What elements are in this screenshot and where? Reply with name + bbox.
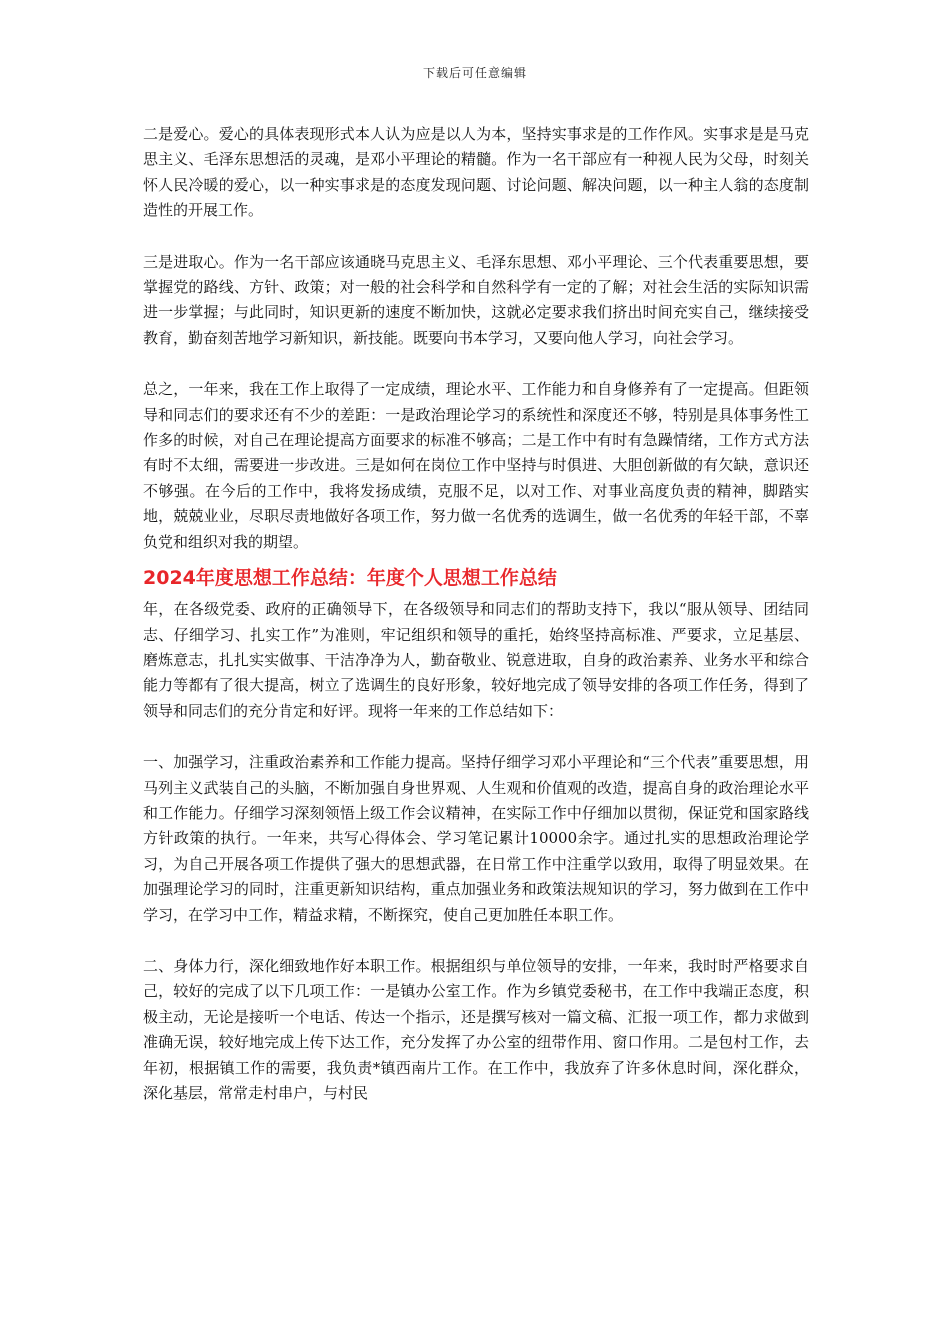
paragraph-enterprising: 三是进取心。作为一名干部应该通晓马克思主义、毛泽东思想、邓小平理论、三个代表重要思想，要掌握党的路线、方针、政策；对一般的社会科学和自然科学有一定的了解；对社会生活的实际知识需进一步掌握；与此同时，知识更新的速度不断加快，这就必定要求我们挤出时间充实自己，继续接受教育，勤奋刻苦地学习新知识，新技能。既要向书本学习，又要向他人学习，向社会学习。 xyxy=(143,252,809,347)
document-body xyxy=(143,122,809,1106)
paragraph-summary: 总之，一年来，我在工作上取得了一定成绩，理论水平、工作能力和自身修养有了一定提高。但距领导和同志们的要求还有不少的差距：一是政治理论学习的系统性和深度还不够，特别是具体事务性工作多的时候，对自己在理论提高方面要求的标准不够高；二是工作中有时有急躁情绪，工作方式方法有时不太细，需要进一步改进。三是如何在岗位工作中坚持与时俱进、大胆创新做的有欠缺，意识还不够强。在今后的工作中，我将发扬成绩，克服不足，以对工作、对事业高度负责的精神，脚踏实地，兢兢业业，尽职尽责地做好各项工作，努力做一名优秀的选调生，做一名优秀的年轻干部，不辜负党和组织对我的期望。 xyxy=(143,380,809,551)
paragraph-study: 一、加强学习，注重政治素养和工作能力提高。坚持仔细学习邓小平理论和“三个代表”重要思想，用马列主义武装自己的头脑，不断加强自身世界观、人生观和价值观的改造，提高自身的政治理论水平和工作能力。仔细学习深刻领悟上级工作会议精神，在实际工作中仔细加以贯彻，保证党和国家路线方针政策的执行。一年来，共写心得体会、学习笔记累计10000余字。通过扎实的思想政治理论学习，为自己开展各项工作提供了强大的思想武器，在日常工作中注重学以致用，取得了明显效果。在加强理论学习的同时，注重更新知识结构，重点加强业务和政策法规知识的学习，努力做到在工作中学习，在学习中工作，精益求精，不断探究，使自己更加胜任本职工作。 xyxy=(143,753,809,924)
page-header: 下载后可任意编辑 xyxy=(422,66,527,80)
paragraph-love: 二是爱心。爱心的具体表现形式本人认为应是以人为本，坚持实事求是的工作作风。实事求是是马克思主义、毛泽东思想活的灵魂，是邓小平理论的精髓。作为一名干部应有一种视人民为父母，时刻关怀人民冷暖的爱心，以一种实事求是的态度发现问题、讨论问题、解决问题，以一种主人翁的态度制造性的开展工作。 xyxy=(143,125,809,220)
section-title: 2024年度思想工作总结：年度个人思想工作总结 xyxy=(143,567,557,590)
paragraph-intro: 年，在各级党委、政府的正确领导下，在各级领导和同志们的帮助支持下，我以“服从领导、团结同志、仔细学习、扎实工作”为准则，牢记组织和领导的重托，始终坚持高标准、严要求，立足基层、磨炼意志，扎扎实实做事、干洁净净为人，勤奋敬业、锐意进取，自身的政治素养、业务水平和综合能力等都有了很大提高，树立了选调生的良好形象，较好地完成了领导安排的各项工作任务，得到了领导和同志们的充分肯定和好评。现将一年来的工作总结如下： xyxy=(143,600,809,720)
paragraph-work: 二、身体力行，深化细致地作好本职工作。根据组织与单位领导的安排，一年来，我时时严格要求自己，较好的完成了以下几项工作：一是镇办公室工作。作为乡镇党委秘书，在工作中我端正态度，积极主动，无论是接听一个电话、传达一个指示，还是撰写核对一篇文稿、汇报一项工作，都力求做到准确无误，较好地完成上传下达工作，充分发挥了办公室的纽带作用、窗口作用。二是包村工作，去年初，根据镇工作的需要，我负责*镇西南片工作。在工作中，我放弃了许多休息时间，深化群众，深化基层，常常走村串户，与村民 xyxy=(143,956,809,1102)
